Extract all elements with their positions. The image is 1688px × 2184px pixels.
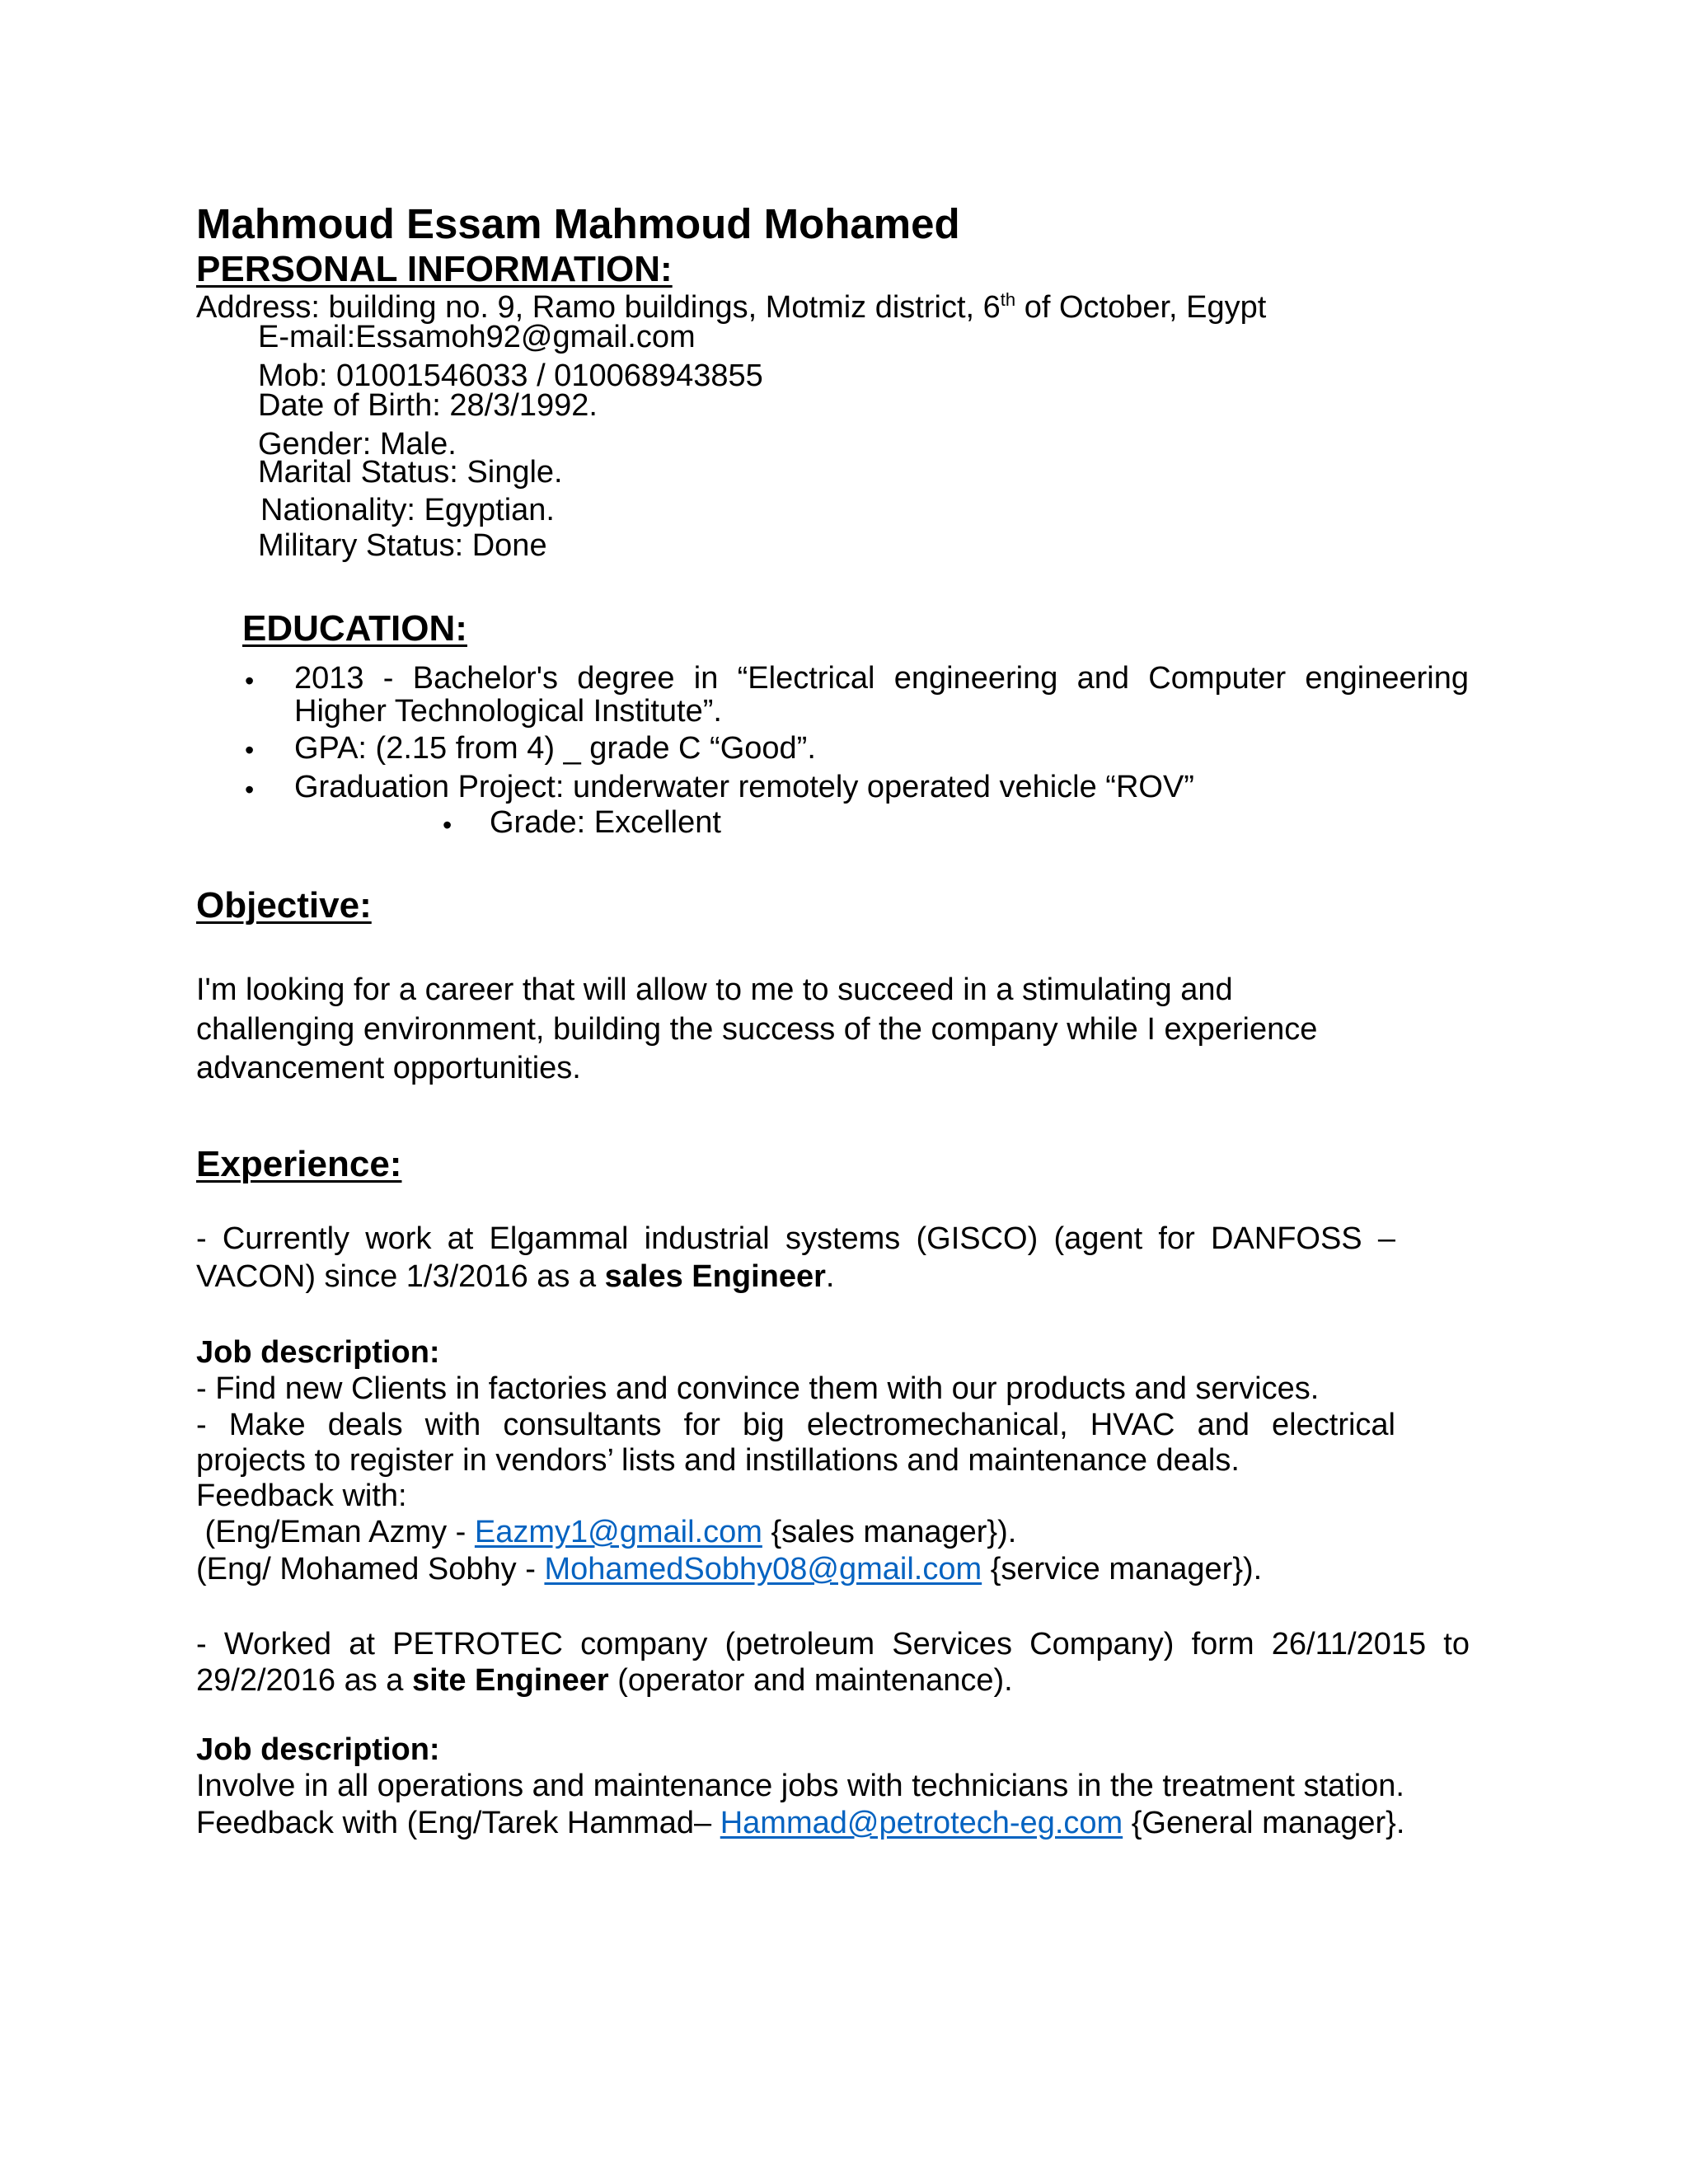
bullet-icon: • xyxy=(443,810,452,840)
address-line xyxy=(196,289,1267,325)
address-superscript: th xyxy=(1000,289,1016,310)
bullet-icon: • xyxy=(245,735,255,765)
education-sub-item-grade: Grade: Excellent xyxy=(490,805,721,840)
marital-status-line: Marital Status: Single. xyxy=(258,455,563,490)
job2-desc1: Involve in all operations and maintenance jobs with technicians in the treatment station. xyxy=(196,1769,1404,1803)
bullet-icon: • xyxy=(245,666,255,696)
job2-title: site Engineer xyxy=(412,1663,609,1698)
gender-line: Gender: Male. xyxy=(258,427,457,462)
experience-heading: Experience: xyxy=(196,1144,402,1184)
address-text: Address: building no. 9, Ramo buildings, Motmiz district, 6 xyxy=(196,290,1001,325)
job1-line1: - Currently work at Elgammal industrial systems (GISCO) (agent for DANFOSS – xyxy=(196,1221,1395,1256)
objective-line1: I'm looking for a career that will allow to me to succeed in a stimulating and xyxy=(196,972,1233,1007)
job1-since-text: VACON) since 1/3/2016 as a xyxy=(196,1259,605,1294)
job1-desc-heading-text: Job description: xyxy=(196,1335,440,1370)
reference1-name: (Eng/Eman Azmy - xyxy=(196,1515,475,1549)
job2-feedback xyxy=(196,1807,1404,1839)
address-text-end: of October, Egypt xyxy=(1015,290,1267,325)
job2-feedback-name: Feedback with (Eng/Tarek Hammad– xyxy=(196,1806,720,1840)
reference2-role: {service manager}). xyxy=(982,1552,1263,1586)
reference1-role: {sales manager}). xyxy=(762,1515,1017,1549)
job1-title: sales Engineer xyxy=(604,1259,826,1294)
education-heading: EDUCATION: xyxy=(242,608,467,649)
job2-line2 xyxy=(196,1665,1013,1696)
reference2-name: (Eng/ Mohamed Sobhy - xyxy=(196,1552,545,1586)
job1-line2-end: . xyxy=(825,1259,835,1294)
personal-info-heading: PERSONAL INFORMATION: xyxy=(196,249,673,289)
job1-reference1 xyxy=(196,1516,1016,1548)
reference2-email-link[interactable]: MohamedSobhy08@gmail.com xyxy=(544,1552,982,1586)
education-item-project: Graduation Project: underwater remotely operated vehicle “ROV” xyxy=(294,770,1194,804)
education-item-degree-line2: Higher Technological Institute”. xyxy=(294,694,722,729)
job1-line2 xyxy=(196,1261,834,1292)
job1-desc1: - Find new Clients in factories and convince them with our products and services. xyxy=(196,1371,1320,1406)
education-item-gpa: GPA: (2.15 from 4) _ grade C “Good”. xyxy=(294,731,816,766)
dob-line: Date of Birth: 28/3/1992. xyxy=(258,388,598,423)
mobile-line: Mob: 01001546033 / 010068943855 xyxy=(258,359,763,393)
reference1-email-link[interactable]: Eazmy1@gmail.com xyxy=(474,1515,762,1549)
job2-feedback-email-link[interactable]: Hammad@petrotech-eg.com xyxy=(720,1806,1123,1840)
military-status-line: Military Status: Done xyxy=(258,528,547,563)
job1-desc-heading xyxy=(196,1337,440,1368)
objective-line3: advancement opportunities. xyxy=(196,1051,581,1085)
job2-dates-text: 29/2/2016 as a xyxy=(196,1663,412,1698)
applicant-name: Mahmoud Essam Mahmoud Mohamed xyxy=(196,200,960,247)
job2-line2-end: (operator and maintenance). xyxy=(608,1663,1013,1698)
education-item-degree-line1: 2013 - Bachelor's degree in “Electrical engineering and Computer engineering xyxy=(294,661,1469,696)
job2-line1: - Worked at PETROTEC company (petroleum Services Company) form 26/11/2015 to xyxy=(196,1627,1470,1661)
job2-desc-heading xyxy=(196,1734,440,1765)
job1-desc2-line1: - Make deals with consultants for big electromechanical, HVAC and electrical xyxy=(196,1408,1395,1442)
job1-desc2-line2: projects to register in vendors’ lists and instillations and maintenance deals. xyxy=(196,1443,1240,1478)
job1-feedback-label: Feedback with: xyxy=(196,1479,407,1513)
bullet-icon: • xyxy=(245,775,255,804)
objective-heading: Objective: xyxy=(196,885,372,926)
nationality-line: Nationality: Egyptian. xyxy=(260,493,555,527)
job2-feedback-role: {General manager}. xyxy=(1123,1806,1405,1840)
objective-line2: challenging environment, building the success of the company while I experience xyxy=(196,1012,1318,1047)
email-line: E-mail:Essamoh92@gmail.com xyxy=(258,320,696,354)
job1-reference2 xyxy=(196,1554,1262,1585)
job2-desc-heading-text: Job description: xyxy=(196,1732,440,1767)
